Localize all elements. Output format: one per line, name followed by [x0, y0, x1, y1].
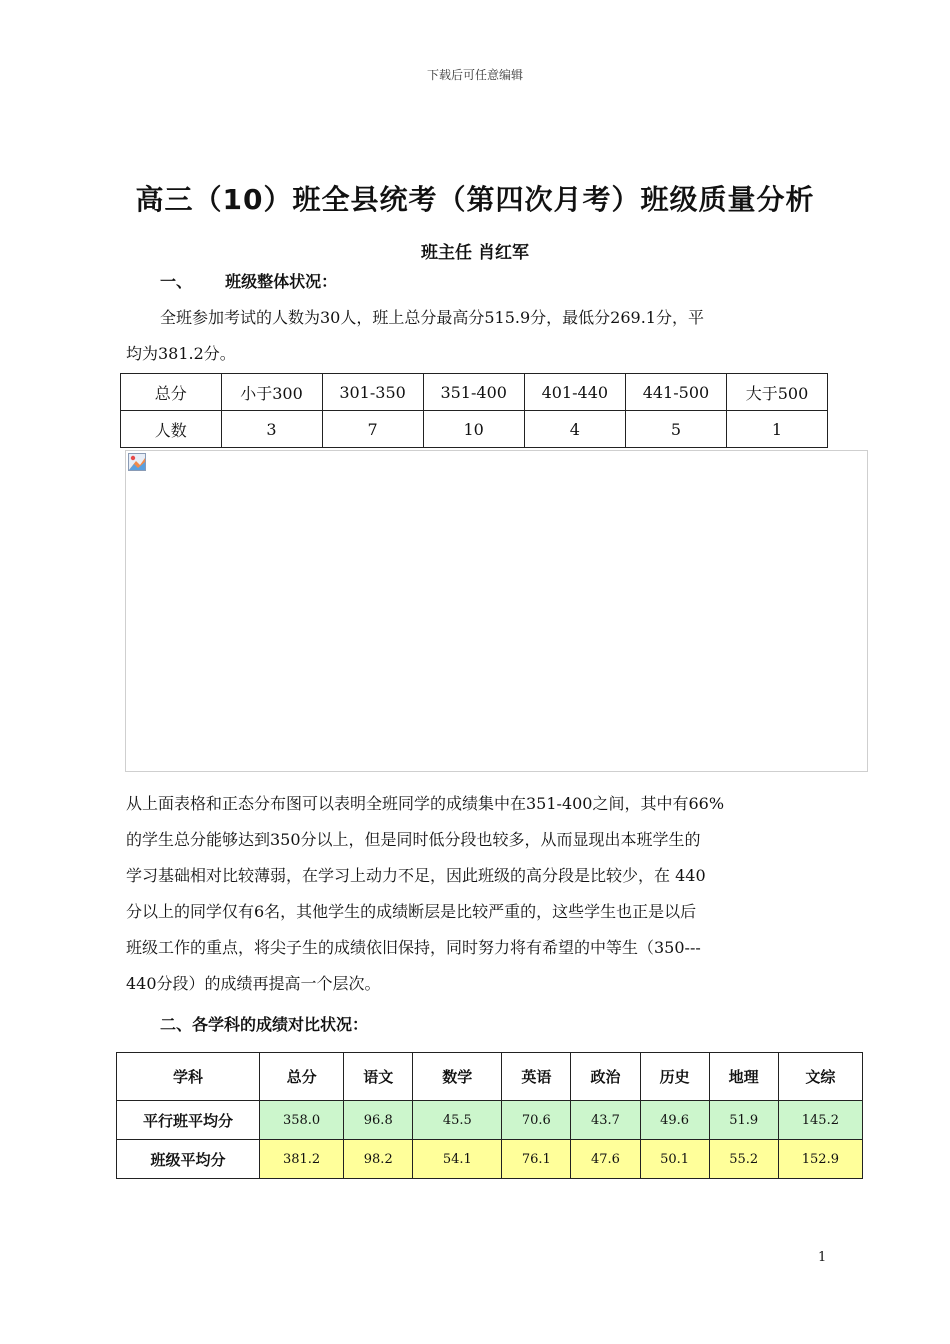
- table-cell: 5: [625, 411, 726, 448]
- table-cell: 数学: [413, 1053, 502, 1101]
- section1-title: 班级整体状况：: [225, 272, 338, 291]
- analysis-line: 从上面表格和正态分布图可以表明全班同学的成绩集中在351-400之间，其中有66%: [126, 794, 725, 813]
- table-cell: 学科: [117, 1053, 260, 1101]
- table-cell: 51.9: [709, 1101, 778, 1140]
- subject-comparison-table: [116, 1052, 863, 1179]
- table-cell: 7: [322, 411, 423, 448]
- table-cell: 总分: [260, 1053, 344, 1101]
- table-cell: 145.2: [778, 1101, 862, 1140]
- table-header-row: [117, 1053, 863, 1101]
- table-cell: 54.1: [413, 1140, 502, 1179]
- section1-para-line1: 全班参加考试的人数为30人，班上总分最高分515.9分，最低分269.1分，平: [160, 308, 704, 327]
- table-cell: 152.9: [778, 1140, 862, 1179]
- analysis-line: 学习基础相对比较薄弱，在学习上动力不足，因此班级的高分段是比较少，在 440: [126, 866, 706, 885]
- table-cell: 43.7: [571, 1101, 640, 1140]
- row-label: 平行班平均分: [117, 1101, 260, 1140]
- table-cell: 441-500: [625, 374, 726, 411]
- table-cell: 76.1: [502, 1140, 571, 1179]
- table-row: [121, 374, 828, 411]
- table-cell: 1: [727, 411, 828, 448]
- table-row: [117, 1101, 863, 1140]
- section1-number: 一、: [160, 272, 193, 291]
- table-cell: 文综: [778, 1053, 862, 1101]
- table-cell: 401-440: [524, 374, 625, 411]
- table-cell: 小于300: [221, 374, 322, 411]
- section1-para-line2: 均为381.2分。: [126, 344, 236, 363]
- table-cell: 10: [423, 411, 524, 448]
- score-distribution-table: [120, 373, 828, 448]
- table-cell: 大于500: [727, 374, 828, 411]
- header-note: 下载后可任意编辑: [426, 68, 523, 82]
- row-label: 班级平均分: [117, 1140, 260, 1179]
- section2-heading: 二、各学科的成绩对比状况：: [160, 1015, 369, 1034]
- table-cell: 381.2: [260, 1140, 344, 1179]
- table-cell: 50.1: [640, 1140, 709, 1179]
- analysis-line: 的学生总分能够达到350分以上，但是同时低分段也较多，从而显现出本班学生的: [126, 830, 701, 849]
- table-cell: 55.2: [709, 1140, 778, 1179]
- table-cell: 351-400: [423, 374, 524, 411]
- analysis-line: 班级工作的重点，将尖子生的成绩依旧保持，同时努力将有希望的中等生（350---: [126, 938, 701, 957]
- analysis-line: 440分段）的成绩再提高一个层次。: [126, 974, 381, 993]
- table-cell: 301-350: [322, 374, 423, 411]
- table-row: [121, 411, 828, 448]
- table-cell: 3: [221, 411, 322, 448]
- table-cell: 358.0: [260, 1101, 344, 1140]
- distribution-chart-placeholder: [125, 450, 868, 772]
- table-cell: 政治: [571, 1053, 640, 1101]
- table-cell: 英语: [502, 1053, 571, 1101]
- table-cell: 49.6: [640, 1101, 709, 1140]
- table-cell: 70.6: [502, 1101, 571, 1140]
- analysis-line: 分以上的同学仅有6名，其他学生的成绩断层是比较严重的，这些学生也正是以后: [126, 902, 697, 921]
- table-cell: 98.2: [344, 1140, 413, 1179]
- table-cell: 人数: [121, 411, 222, 448]
- table-cell: 地理: [709, 1053, 778, 1101]
- table-cell: 语文: [344, 1053, 413, 1101]
- teacher-name: 班主任 肖红军: [421, 243, 529, 263]
- table-cell: 历史: [640, 1053, 709, 1101]
- section1-heading: [160, 269, 337, 292]
- table-cell: 45.5: [413, 1101, 502, 1140]
- table-cell: 4: [524, 411, 625, 448]
- table-cell: 47.6: [571, 1140, 640, 1179]
- table-cell: 总分: [121, 374, 222, 411]
- page-title: 高三（10）班全县统考（第四次月考）班级质量分析: [135, 183, 815, 216]
- table-cell: 96.8: [344, 1101, 413, 1140]
- page-number: 1: [818, 1250, 827, 1265]
- table-row: [117, 1140, 863, 1179]
- broken-image-icon: [128, 453, 146, 471]
